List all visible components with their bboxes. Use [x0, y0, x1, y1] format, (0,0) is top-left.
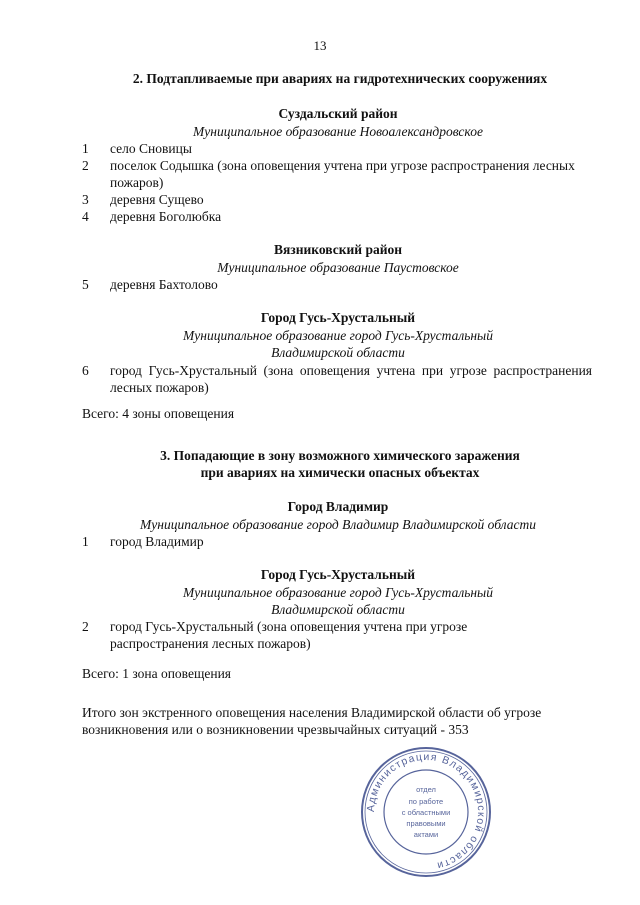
stamp-inner-text: правовыми	[406, 819, 446, 828]
item-number: 5	[82, 277, 89, 292]
item-number: 3	[82, 192, 89, 207]
item-text: деревня Боголюбка	[110, 209, 222, 224]
item-text: поселок Содышка (зона оповещения учтена при угрозе распространения лесных пожаров)	[110, 158, 575, 190]
district-heading: Вязниковский район	[273, 242, 403, 257]
item-text: деревня Сущево	[110, 192, 204, 207]
municipality-name: Муниципальное образование город Гусь-Хрустальный	[183, 328, 493, 343]
section-3-title-cont: при авариях на химически опасных объектах	[200, 465, 480, 480]
page-number: 13	[313, 38, 327, 53]
district-heading: Суздальский район	[278, 106, 398, 121]
section-3-total: Всего: 1 зона оповещения	[82, 666, 232, 681]
stamp-inner-text: по работе	[408, 797, 444, 806]
stamp-inner-text: актами	[413, 830, 439, 839]
item-number: 4	[82, 209, 89, 224]
municipality-name-cont: Владимирской области	[271, 602, 405, 617]
grand-total: Итого зон экстренного оповещения населения Владимирской области об угрозе возникновения или о возникновении чрезвычайных ситуаций - 353	[82, 705, 542, 737]
stamp-inner-text: с областными	[401, 808, 451, 817]
stamp-seal-graphic	[358, 744, 494, 880]
section-2-total: Всего: 4 зоны оповещения	[82, 406, 235, 421]
district-heading: Город Владимир	[287, 499, 389, 514]
item-text: село Сновицы	[110, 141, 192, 156]
item-number: 6	[82, 363, 89, 378]
municipality-name: Муниципальное образование Паустовское	[217, 260, 459, 275]
district-heading: Город Гусь-Хрустальный	[260, 310, 416, 325]
item-text: город Гусь-Хрустальный (зона оповещения учтена при угрозе распространения лесных пожаров)	[110, 619, 468, 651]
item-number: 1	[82, 141, 89, 156]
item-text: город Гусь-Хрустальный (зона оповещения учтена при угрозе распространения лесных пожаров)	[110, 363, 592, 395]
municipality-name: Муниципальное образование Новоалександровское	[193, 124, 483, 139]
stamp-ring-text: Администрация Владимирской области	[364, 750, 488, 872]
item-number: 2	[82, 619, 89, 634]
section-2-title: 2. Подтапливаемые при авариях на гидротехнических сооружениях	[132, 71, 548, 86]
municipality-name: Муниципальное образование город Владимир Владимирской области	[140, 517, 536, 532]
official-stamp	[358, 744, 494, 880]
municipality-name: Муниципальное образование город Гусь-Хрустальный	[183, 585, 493, 600]
item-text: деревня Бахтолово	[110, 277, 218, 292]
stamp-inner-text: отдел	[416, 785, 436, 794]
municipality-name-cont: Владимирской области	[271, 345, 405, 360]
item-number: 2	[82, 158, 89, 173]
item-number: 1	[82, 534, 89, 549]
section-3-title: 3. Попадающие в зону возможного химического заражения	[160, 448, 520, 463]
item-text: город Владимир	[110, 534, 204, 549]
district-heading: Город Гусь-Хрустальный	[260, 567, 416, 582]
